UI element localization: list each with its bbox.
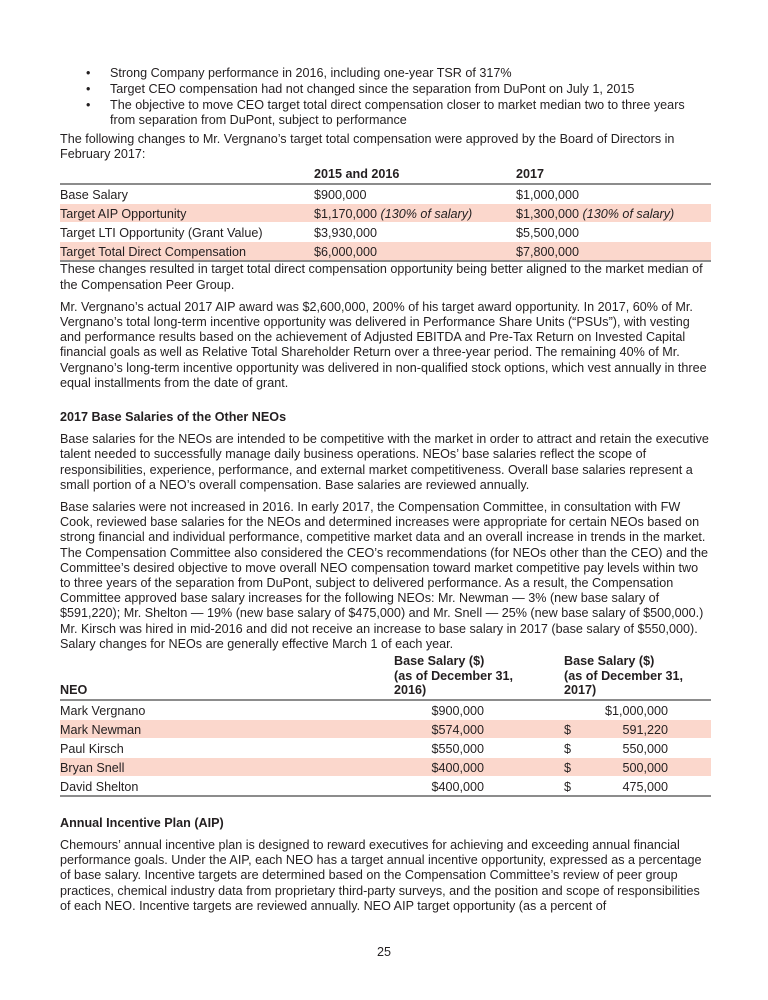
amount: $6,000,000	[314, 245, 378, 260]
section-heading-aip: Annual Incentive Plan (AIP)	[60, 815, 224, 830]
bullet-text: Target CEO compensation had not changed since the separation from DuPont on July 1, 2015	[110, 81, 635, 96]
value-2015-2016	[314, 223, 516, 242]
bullet-icon: •	[86, 66, 91, 80]
header-line: 2016)	[394, 683, 427, 698]
salary-2016-cell	[394, 757, 564, 776]
column-header-salary-2017	[564, 654, 711, 700]
bullet-text: Strong Company performance in 2016, including one-year TSR of 317%	[110, 66, 512, 80]
currency-symbol: $	[564, 760, 572, 775]
column-header-2015-2016: 2015 and 2016	[314, 166, 516, 184]
salary-2017: $1,000,000	[604, 703, 668, 718]
salary-2016-cell	[394, 719, 564, 738]
amount: $900,000	[314, 188, 367, 203]
salary-2017: 550,000	[622, 741, 668, 756]
salary-2016-cell	[394, 738, 564, 757]
salary-2017-cell	[564, 757, 711, 776]
salary-2016: $550,000	[431, 741, 484, 756]
column-header-salary-2016	[394, 654, 564, 700]
neo-name: Paul Kirsch	[60, 738, 394, 757]
salary-2017-wrap	[564, 723, 668, 738]
table-header-row	[60, 166, 711, 184]
salary-2017-cell	[564, 738, 711, 757]
neo-name: Bryan Snell	[60, 757, 394, 776]
bullet-item	[60, 98, 711, 128]
salary-2017-wrap	[564, 780, 668, 795]
amount: $1,300,000	[516, 207, 583, 222]
ceo-compensation-table	[60, 166, 711, 262]
header-line: Base Salary ($)	[394, 654, 485, 669]
value-2017	[516, 242, 711, 262]
salary-2017: 591,220	[622, 722, 668, 737]
bullet-icon: •	[86, 97, 91, 112]
base-salaries-paragraph-1: Base salaries for the NEOs are intended to be competitive with the market in order to attract and retain the executive talent needed to successfully manage daily business operations. NEOs’ base salaries reflect the scope of responsibilities, experience, performance, and external market competitiveness. Overall base salaries represent a small portion of a NEO’s overall compensation. Base salaries are reviewed annually.	[60, 432, 709, 492]
table-row	[60, 242, 711, 262]
header-line: (as of December 31,	[564, 668, 683, 683]
currency-symbol: $	[564, 741, 572, 756]
row-label: Target AIP Opportunity	[60, 204, 314, 223]
aip-paragraph: Chemours’ annual incentive plan is designed to reward executives for achieving and exceeding annual financial performance goals. Under the AIP, each NEO has a target annual incentive opportunity, expressed as a percentage of base salary. Incentive targets are determined based on the Compensation Committee’s review of peer group practices, chemical industry data from proprietary third-party surveys, and the position and scope of responsibilities of each NEO. Incentive targets are reviewed annually. NEO AIP target opportunity (as a percent of	[60, 838, 702, 913]
row-label: Target Total Direct Compensation	[60, 242, 314, 262]
row-label: Base Salary	[60, 184, 314, 204]
document-page	[60, 66, 711, 914]
table-row	[60, 184, 711, 204]
salary-2017-wrap	[564, 742, 668, 757]
table-row	[60, 719, 711, 738]
column-header-2017: 2017	[516, 166, 711, 184]
table-header-row	[60, 654, 711, 700]
value-2017	[516, 204, 711, 223]
salary-2017-wrap	[564, 761, 668, 776]
neo-name: Mark Vergnano	[60, 700, 394, 720]
table-row	[60, 757, 711, 776]
amount: $5,500,000	[516, 226, 580, 241]
neo-name: David Shelton	[60, 776, 394, 796]
salary-2017-wrap	[564, 704, 668, 719]
bullet-text: The objective to move CEO target total direct compensation closer to market median two to three years from separation from DuPont, subject to performance	[110, 97, 685, 127]
salary-2016: $900,000	[431, 703, 484, 718]
award-paragraph: Mr. Vergnano’s actual 2017 AIP award was $2,600,000, 200% of his target award opportunity. In 2017, 60% of Mr. Vergnano’s total long-term incentive opportunity was delivered in Performance Share Units (“PSUs”), with vesting and performance results based on the achievement of Adjusted EBITDA and Pre-Tax Return on Invested Capital financial goals as well as Relative Total Shareholder Return over a three-year period. The remaining 40% of Mr. Vergnano’s long-term incentive opportunity was delivered in non-qualified stock options, which vest annually in three equal installments from the date of grant.	[60, 299, 707, 390]
table-row	[60, 223, 711, 242]
value-2015-2016	[314, 204, 516, 223]
amount-note: (130% of salary)	[582, 207, 675, 222]
salary-2017-cell	[564, 719, 711, 738]
header-line: Base Salary ($)	[564, 654, 655, 669]
section-heading-base-salaries: 2017 Base Salaries of the Other NEOs	[60, 410, 287, 425]
currency-symbol: $	[564, 779, 572, 794]
value-2015-2016	[314, 184, 516, 204]
salary-2017-cell	[564, 700, 711, 720]
row-label: Target LTI Opportunity (Grant Value)	[60, 223, 314, 242]
neo-base-salary-table	[60, 654, 711, 797]
salary-2017-cell	[564, 776, 711, 796]
amount-note: (130% of salary)	[380, 207, 473, 222]
value-2017	[516, 223, 711, 242]
salary-2016: $400,000	[431, 779, 484, 794]
intro-paragraph: The following changes to Mr. Vergnano’s target total compensation were approved by the Board of Directors in February 2017:	[60, 132, 675, 162]
amount: $7,800,000	[516, 245, 580, 260]
column-header-label	[60, 166, 314, 184]
after-table-paragraph: These changes resulted in target total direct compensation opportunity being better aligned to the market median of the Compensation Peer Group.	[60, 262, 703, 292]
column-header-neo: NEO	[60, 654, 394, 700]
bullet-icon: •	[86, 81, 91, 96]
currency-symbol: $	[564, 722, 572, 737]
value-2017	[516, 184, 711, 204]
table-row	[60, 738, 711, 757]
page-number: 25	[376, 945, 391, 959]
salary-2016: $574,000	[431, 722, 484, 737]
amount: $1,000,000	[516, 188, 580, 203]
salary-2017: 475,000	[622, 779, 668, 794]
amount: $1,170,000	[314, 207, 381, 222]
table-row	[60, 700, 711, 720]
salary-2016-cell	[394, 700, 564, 720]
header-line: (as of December 31,	[394, 668, 513, 683]
amount: $3,930,000	[314, 226, 378, 241]
value-2015-2016	[314, 242, 516, 262]
bullet-item	[60, 66, 711, 81]
salary-2017: 500,000	[622, 760, 668, 775]
header-line: 2017)	[564, 683, 597, 698]
rationale-bullet-list	[60, 66, 711, 128]
salary-2016-cell	[394, 776, 564, 796]
table-row	[60, 204, 711, 223]
neo-name: Mark Newman	[60, 719, 394, 738]
salary-2016: $400,000	[431, 760, 484, 775]
base-salaries-paragraph-2: Base salaries were not increased in 2016. In early 2017, the Compensation Committee, in consultation with FW Cook, reviewed base salaries for the NEOs and determined increases were appropriate for certain NEOs based on strong financial and individual performance, competitive market data and an overall increase in trends in the market. The Compensation Committee also considered the CEO’s recommendations (for NEOs other than the CEO) and the Committee’s desired objective to move overall NEO compensation toward market competitive pay levels within two to three years of the separation from DuPont, subject to delivered performance. As a result, the Compensation Committee approved base salary increases for the following NEOs: Mr. Newman — 3% (new base salary of $591,220); Mr. Shelton — 19% (new base salary of $475,000) and Mr. Snell — 25% (new base salary of $500,000.) Mr. Kirsch was hired in mid-2016 and did not receive an increase to base salary in 2017 (base salary of $550,000). Salary changes for NEOs are generally effective March 1 of each year.	[60, 500, 708, 651]
table-row	[60, 776, 711, 796]
bullet-item	[60, 82, 711, 97]
